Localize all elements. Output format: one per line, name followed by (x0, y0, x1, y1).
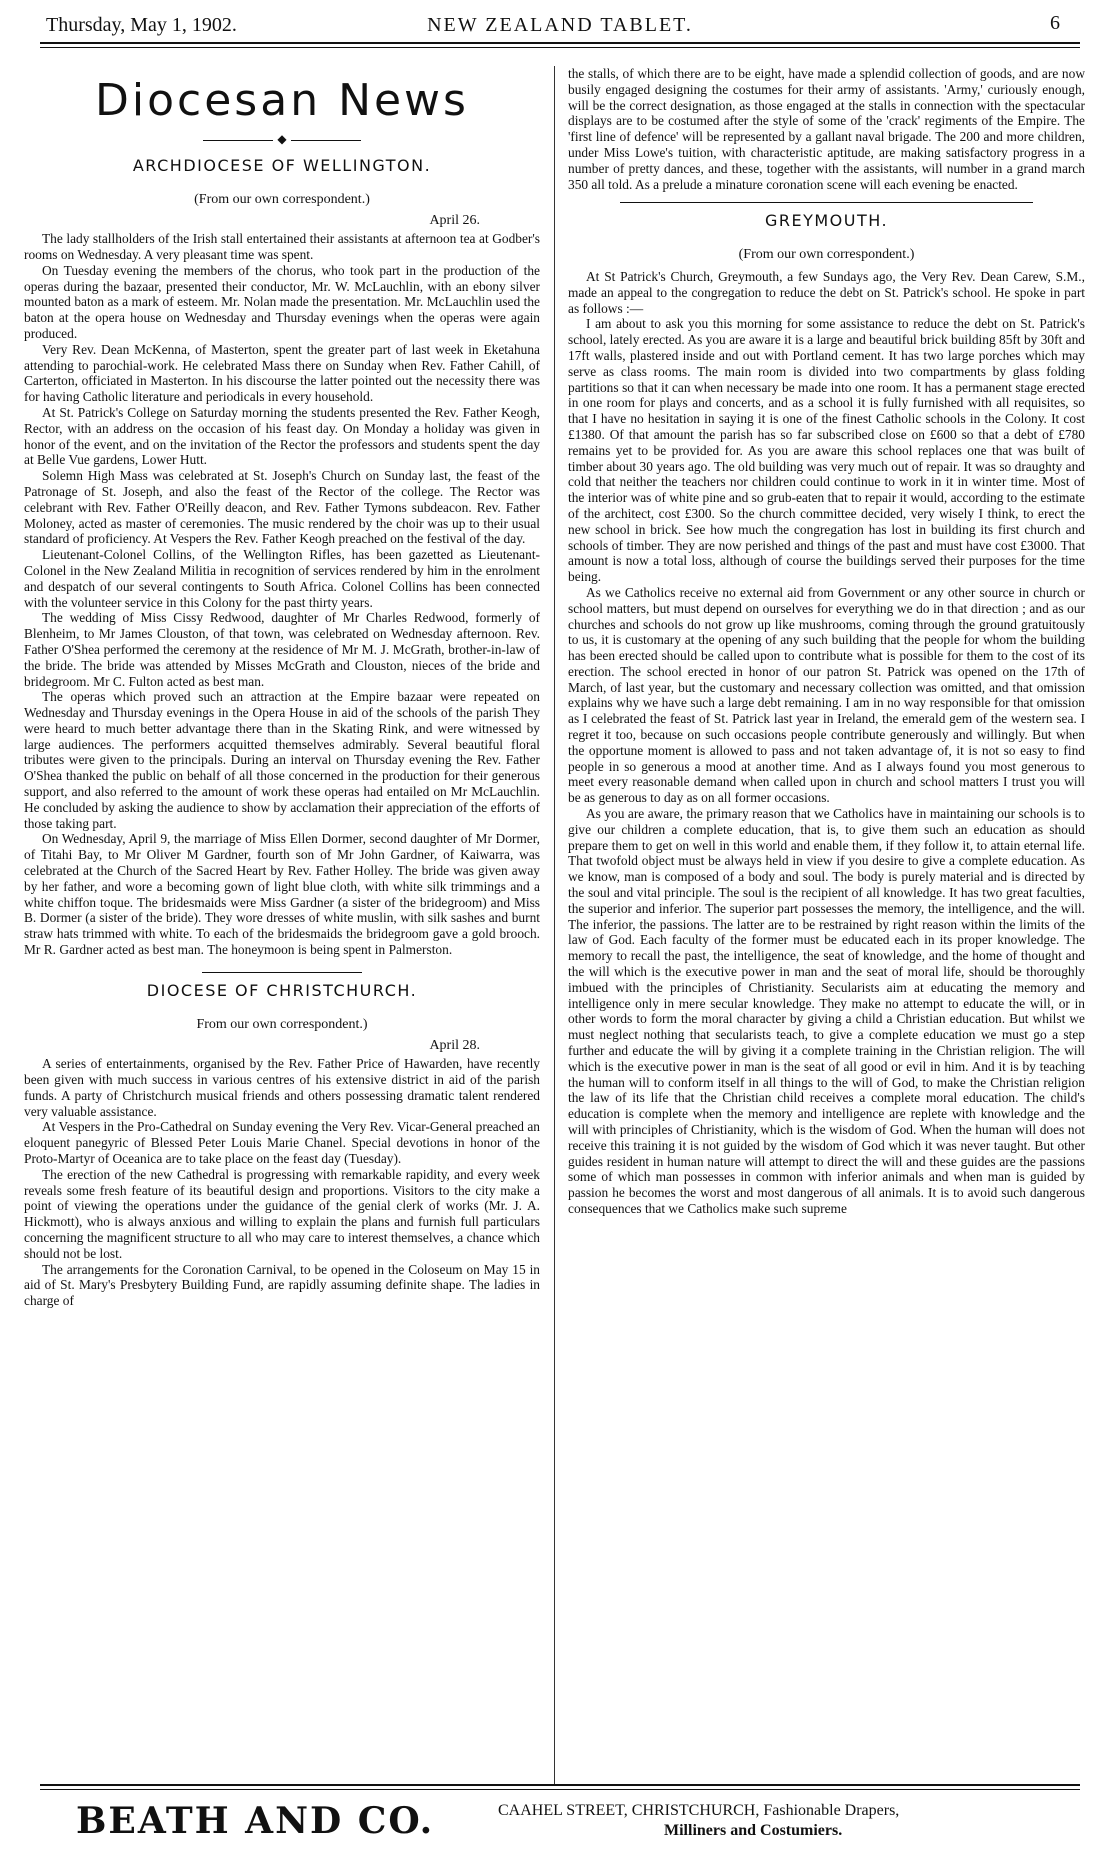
christchurch-heading: DIOCESE OF CHRISTCHURCH. (146, 980, 418, 1000)
masthead (40, 10, 1080, 44)
article-paragraph: Solemn High Mass was celebrated at St. Joseph's Church on Sunday last, the feast of the Patronage of St. Joseph, and also the feast of the Rector of the college. The Rector was celebrant with Rev. Father O'Reilly deacon, and Rev. Father Tymons subdeacon. Rev. Father Moloney, acted as master of ceremonies. The music rendered by the choir was up to their usual standard of proficiency. At Vespers the Rev. Father Keogh preached on the festival of the day. (24, 468, 540, 547)
footer-rule (40, 1784, 1080, 1786)
greymouth-correspondent: (From our own correspondent.) (738, 247, 915, 263)
christchurch-correspondent: From our own correspondent.) (196, 1016, 368, 1032)
page-number: 6 (1050, 12, 1060, 34)
article-paragraph: At St. Patrick's College on Saturday morning the students presented the Rev. Father Keogh, Rector, with an address on the occasion of his feast day. On Monday a holiday was given in honor of the event, and on the invitation of the Rector the professors and students spent the day at Belle Vue gardens, Lower Hutt. (24, 404, 540, 468)
section-rule (202, 972, 362, 973)
right-column (568, 66, 1085, 1786)
article-paragraph: Lieutenant-Colonel Collins, of the Wellington Rifles, has been gazetted as Lieutenant-Colonel in the New Zealand Militia in recognition of services rendered by him in the enrolment and despatch of our several contingents to South Africa. Colonel Collins has been connected with the volunteer service in this Colony for the past thirty years. (24, 547, 540, 610)
christchurch-date: April 28. (429, 1038, 480, 1054)
article-paragraph: The wedding of Miss Cissy Redwood, daughter of Mr Charles Redwood, formerly of Blenheim, to Mr James Clouston, of that town, was celebrated on Wednesday afternoon. Rev. Father O'Shea performed the ceremony at the residence of Mr M. J. McGrath, brother-in-law of the bride. The bride was attended by Misses McGrath and Clouston, nieces of the bride and bridegroom. Mr C. Fulton acted as best man. (24, 610, 540, 689)
diamond-icon: ◆ (277, 132, 287, 146)
article-paragraph: Very Rev. Dean McKenna, of Masterton, spent the greater part of last week in Eketahuna attending to parochial-work. He celebrated Mass there on Sunday when Rev. Father Cahill, of Carterton, officiated in Masterton. In his discourse the latter pointed out the necessity there was for having Catholic literature and periodicals in every household. (24, 341, 540, 405)
article-paragraph: On Tuesday evening the members of the chorus, who took part in the production of the operas during the bazaar, presented their conductor, Mr. W. McLauchlin, with an ebony silver mounted baton as a mark of esteem. Mr. Nolan made the presentation. Mr. McLauchlin used the baton at the opera house on Wednesday and Thursday evenings when the operas were again produced. (24, 262, 540, 341)
article-paragraph: At Vespers in the Pro-Cathedral on Sunday evening the Very Rev. Vicar-General preached an eloquent panegyric of Blessed Peter Louis Marie Chanel. Special devotions in honor of the Proto-Martyr of Oceanica are to take place on the feast day (Tuesday). (24, 1119, 540, 1167)
article-paragraph: As you are aware, the primary reason that we Catholics have in maintaining our schools is to give our children a complete education, that is, to give them such an education as should prepare them to get on well in this world and enable them, if they follow it, to attain eternal life. That twofold object must be always held in view if you desire to give a complete education. As we know, man is composed of a body and soul. The body is purely material and is directed by the soul and vital principle. The soul is the recipient of all knowledge. It has two great faculties, the superior and inferior. The superior part possesses the memory, the intelligence, and the will. The inferior, the passions. The latter are to be restrained by right reason within the limits of the law of God. Each faculty of the former must be educated each in its proper knowledge. The memory to recall the past, the intelligence, the seat of knowledge, and the home of thought and the will which is the executive power in man and the seat of moral life, should be thoroughly imbued with the principles of Christianity. Secularists aim at educating the memory and intelligence only in mere secular knowledge. They make no attempt to educate the will, or in other words to form the moral character by giving a child a Christian education. But whilst we must neglect nothing that secularists teach, to give a complete education we must go a step further and educate the will by giving it a complete training in the Christian religion. The will which is the executive power in man is the seat of all good or evil in him. And it is by teaching the human will to conform itself in all things to the will of God, to make the Christian religion the law of its life that the Christian child receives a complete moral education. The child's education is complete when the memory and intelligence are replete with knowledge and the will with principles of Christianity, which is the wisdom of God. When the human will does not receive this training it is not guided by the wisdom of God which it was never taught. But other guides resident in human nature will attempt to direct the will and these guides are the passions some of which man possesses in common with inferior animals and when man is guided by passion he becomes the worst and most dangerous of all animals. It is to avoid such dangerous consequences that we Catholics make such supreme (568, 806, 1085, 1216)
column-divider (554, 66, 555, 1786)
advertiser-address: CAAHEL STREET, CHRISTCHURCH, Fashionable Drapers, (498, 1802, 900, 1819)
paper-name: NEW ZEALAND TABLET. (427, 14, 693, 36)
left-column (24, 66, 540, 1786)
section-title: Diocesan News (95, 75, 469, 126)
article-paragraph: The erection of the new Cathedral is progressing with remarkable rapidity, and every week reveals some fresh feature of its beautiful design and proportions. Visitors to the city make a point of viewing the operations under the guidance of the genial clerk of works (Mr. J. A. Hickmott), who is always anxious and willing to explain the plans and furnish full particulars concerning the magnificent structure to all who may care to interest themselves, a chance which should not be lost. (24, 1166, 540, 1261)
article-paragraph: The lady stallholders of the Irish stall entertained their assistants at afternoon tea at Godber's rooms on Wednesday. A very pleasant time was spent. (24, 231, 540, 262)
article-paragraph: The arrangements for the Coronation Carnival, to be opened in the Coloseum on May 15 in aid of St. Mary's Presbytery Building Fund, are rapidly assuming definite shape. The ladies in charge of (24, 1261, 540, 1309)
title-ornament (24, 132, 540, 148)
article-paragraph: On Wednesday, April 9, the marriage of Miss Ellen Dormer, second daughter of Mr Dormer, of Titahi Bay, to Mr Oliver M Gardner, fourth son of Mr John Gardner, of Kaiwarra, was celebrated at the Church of the Sacred Heart by Rev. Father Holley. The bride was given away by her father, and wore a becoming gown of light blue cloth, with white silk trimmings and a white chiffon toque. The bridesmaids were Miss Gardner (a sister of the bridegroom) and Miss B. Dormer (a sister of the bride). They wore dresses of white muslin, with silk sashes and burnt straw hats trimmed with white. To each of the bridesmaids the bridegroom gave a gold brooch. Mr R. Gardner acted as best man. The honeymoon is being spent in Palmerston. (24, 831, 540, 958)
section-rule (620, 202, 1034, 203)
wellington-date: April 26. (429, 213, 480, 229)
advertisement-footer (40, 1784, 1080, 1844)
article-paragraph: At St Patrick's Church, Greymouth, a few Sundays ago, the Very Rev. Dean Carew, S.M., made an appeal to the congregation to reduce the debt on St. Patrick's school. He spoke in part as follows :— (568, 268, 1085, 316)
footer-rule (40, 1789, 1080, 1790)
wellington-correspondent: (From our own correspondent.) (194, 191, 370, 207)
article-paragraph: the stalls, of which there are to be eight, have made a splendid collection of goods, and are now busily engaged designing the costumes for their army of assistants. 'Army,' curiously enough, will be the correct designation, as those engaged at the stalls in connection with the spectacular displays are to be costumed after the style of some of the 'crack' regiments of the Empire. The 'first line of defence' will be represented by a gallant naval brigade. The 200 and more children, under Miss Lowe's tuition, with characteristic aptitude, are making satisfactory progress in a number of pretty dances, and these, together with the assistants, will number in a grand march 350 all told. As a prelude a minature coronation scene will each evening be enacted. (568, 66, 1085, 192)
issue-date: Thursday, May 1, 1902. (46, 14, 237, 36)
masthead-rule (40, 47, 1080, 48)
greymouth-heading: GREYMOUTH. (764, 211, 889, 231)
article-paragraph: I am about to ask you this morning for some assistance to reduce the debt on St. Patrick's school, lately erected. As you are aware it is a large and beautiful brick building 85ft by 30ft and 17ft walls, plastered inside and out with Portland cement. It has two large porches which may serve as class rooms. The main room is divided into two compartments by glass folding partitions so that it can when necessary be made into one room. It has a permanent stage erected in one room for plays and concerts, and as a school it is fully furnished with all requisites, so that I have no hesitation in saying it is one of the finest Catholic schools in the Colony. It cost £1380. Of that amount the parish has so far subscribed close on £600 so that a debt of £780 remains yet to be provided for. As you are aware this school replaces one that was built of timber about 30 years ago. The old building was very much out of repair. It was so draughty and cold that neither the teachers nor children could continue to work in it in winter time. Most of the interior was of white pine and so grub-eaten that to repair it would, according to the estimate of the architect, cost £300. So the church committee decided, very wisely I think, to erect the new school in brick. See how much the congregation has lost in building its first church and schools of timber. They are now perished and things of the past and must have cost £3000. That amount is now a total loss, although of course the buildings served their purposes for the time being. (568, 316, 1085, 585)
article-paragraph: As we Catholics receive no external aid from Government or any other source in church or school matters, but must depend on ourselves for everything we do in that direction ; and as our churches and schools do not grow up like mushrooms, coming through the ground gratuitously to us, it is customary at the opening of any such building that the people for whom the building has been erected should be called upon to contribute what is possible for them to the cost of its erection. The school erected in honor of our patron St. Patrick was opened on the 17th of March, of last year, but the customary and necessary collection was omitted, and that omission explains why we have such a large debt remaining. I am in no way responsible for that omission as I celebrated the feast of St. Patrick last year in Ireland, the emerald gem of the western sea. I regret it too, because on such occasions people contribute generously and willingly. But when the opportune moment is allowed to pass and not taken advantage of, it is not so easy to find people in so generous a mood at another time. And as I always found you most generous to meet every reasonable demand when called upon in church and school matters I trust you will be as generous to day as on all former occasions. (568, 584, 1085, 806)
article-paragraph: A series of entertainments, organised by the Rev. Father Price of Hawarden, have recently been given with much success in various centres of his extensive district in aid of the parish funds. A party of Christchurch musical friends and others possessing dramatic talent rendered very valuable assistance. (24, 1056, 540, 1119)
advertiser-trade: Milliners and Costumiers. (664, 1822, 843, 1839)
advertiser-name: BEATH AND CO. (76, 1800, 435, 1842)
article-paragraph: The operas which proved such an attraction at the Empire bazaar were repeated on Wednesday and Thursday evenings in the Opera House in aid of the schools of the parish They were heard to much better advantage there than in the Skating Rink, and were witnessed by large audiences. The performers acquitted themselves admirably. Several beautiful floral tributes were given to the principals. During an interval on Thursday evening the Rev. Father O'Shea thanked the public on behalf of all those concerned in the production for their generous support, and also referred to the amount of work these operas had entailed on Mr McLauchlin. He concluded by asking the audience to show by acclamation their appreciation of the efforts of those taking part. (24, 689, 540, 831)
wellington-heading: ARCHDIOCESE OF WELLINGTON. (132, 155, 432, 175)
